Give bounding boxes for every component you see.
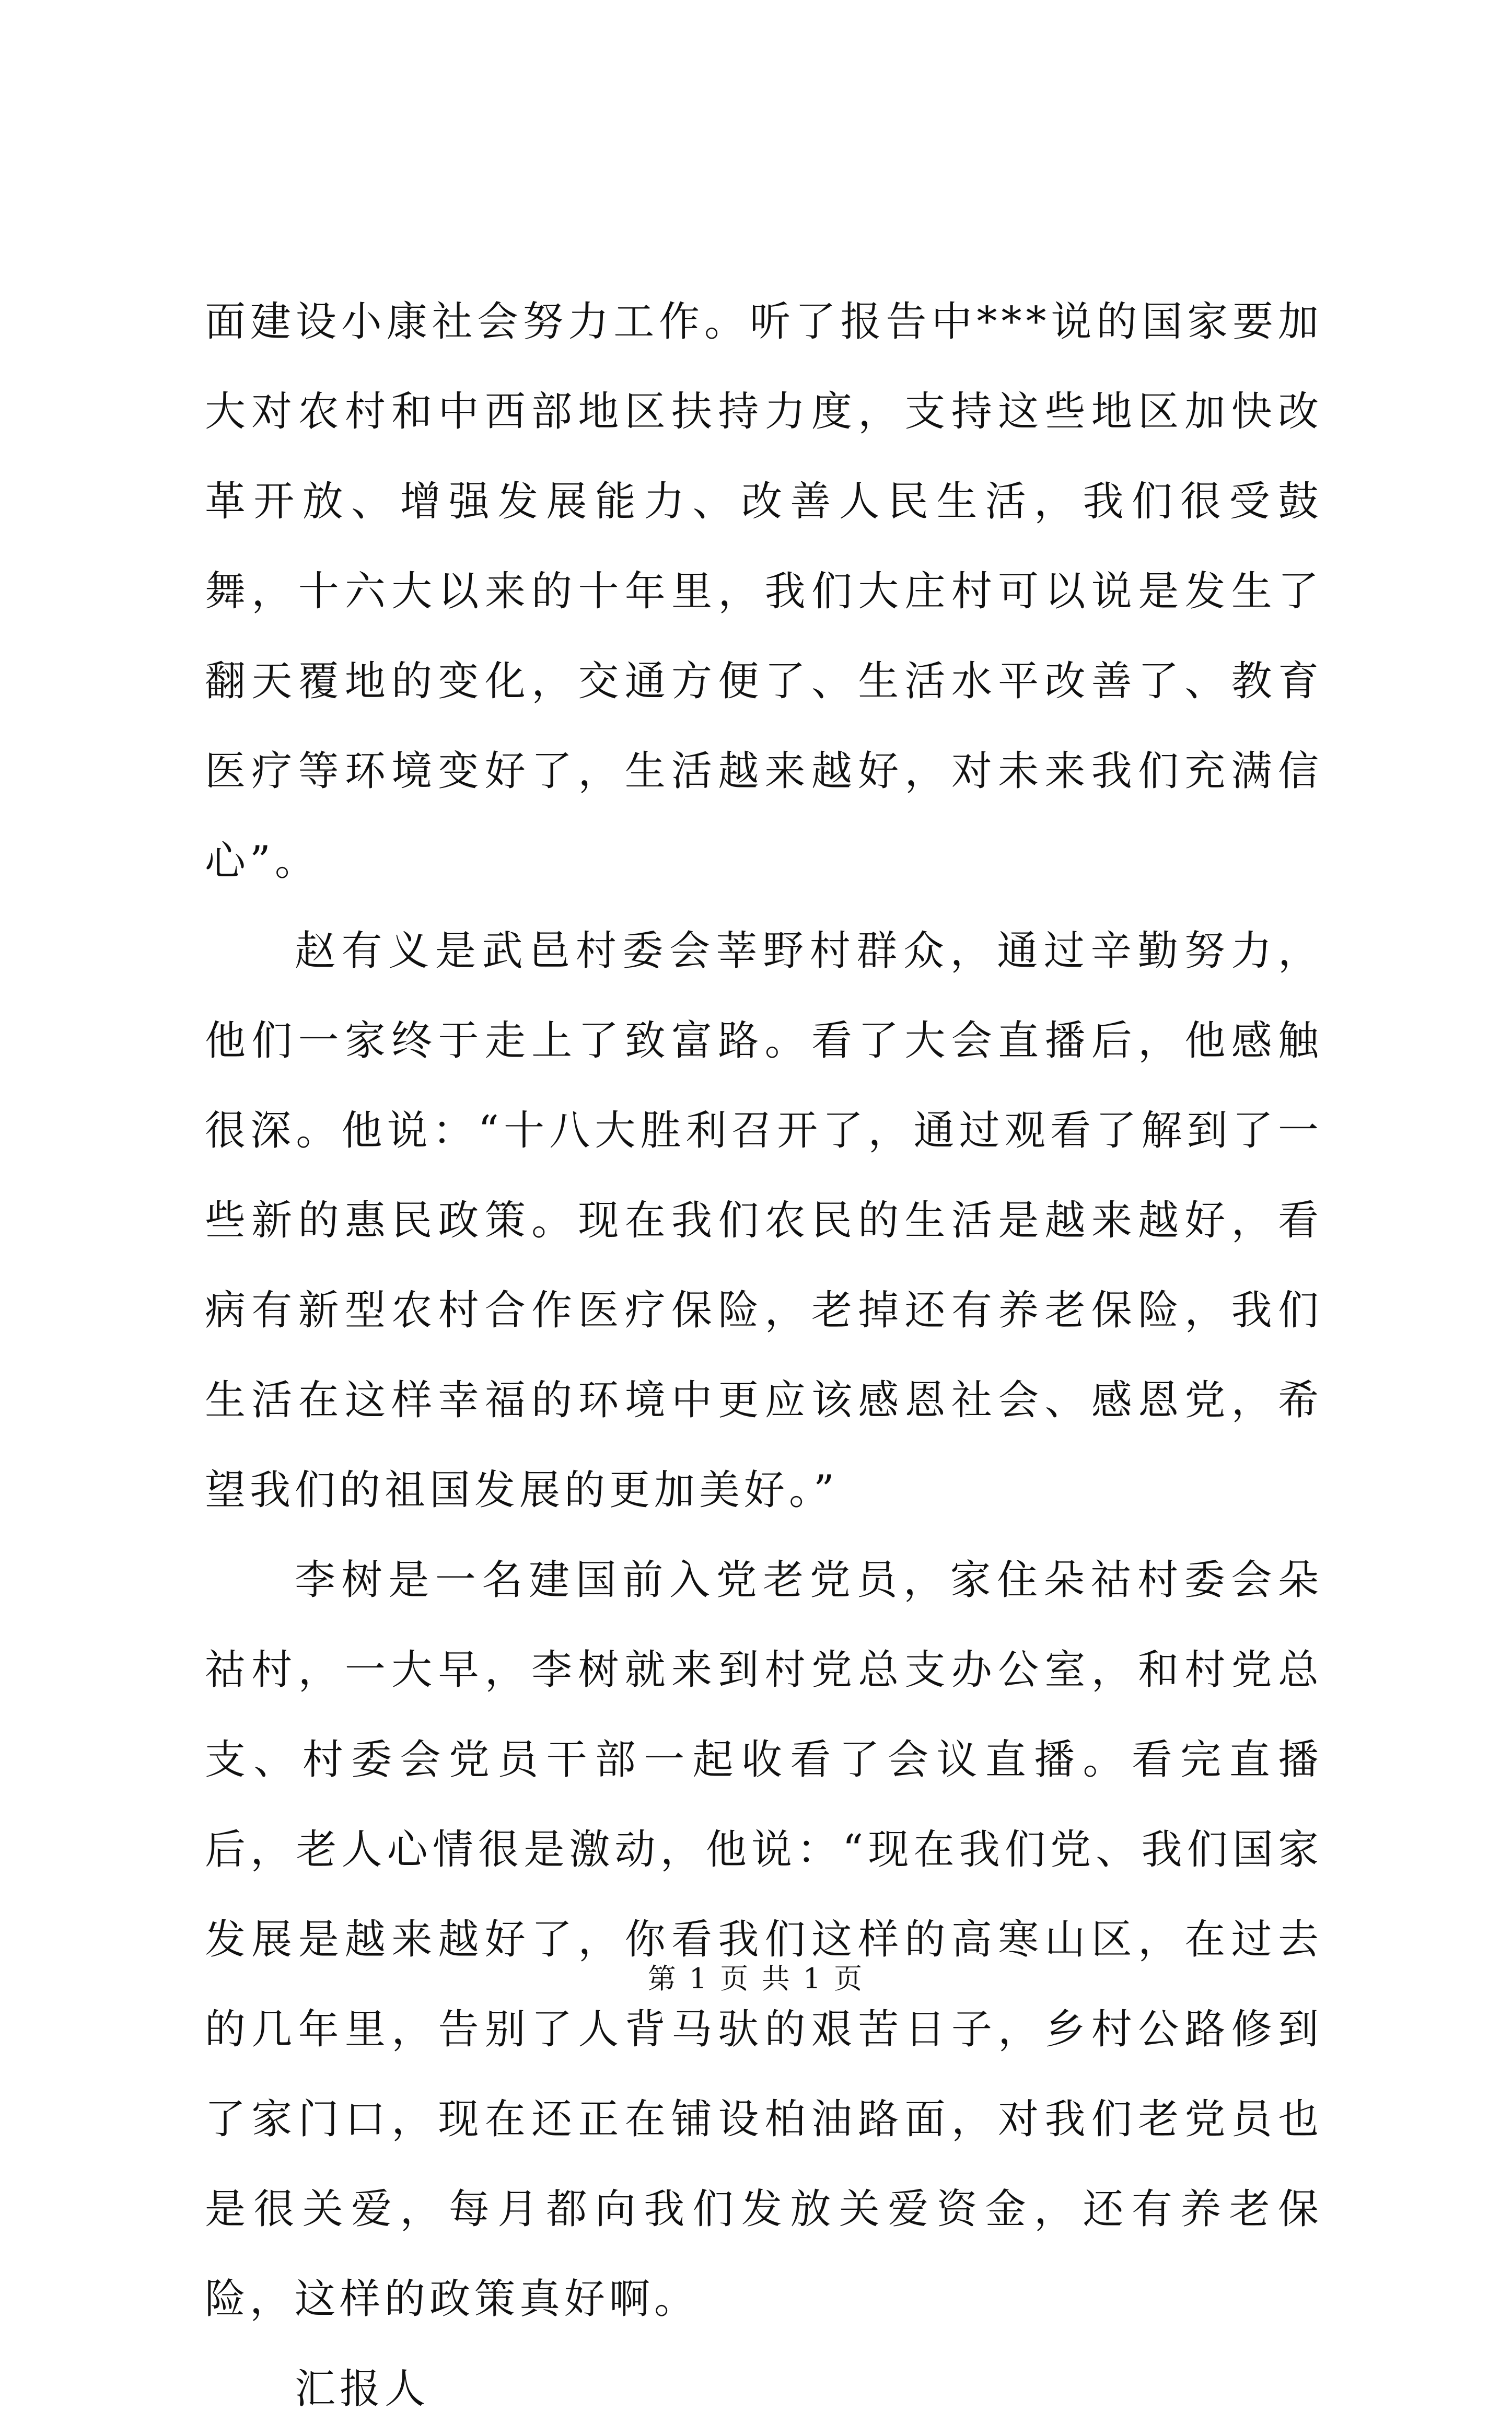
- paragraph-continuation: 面建设小康社会努力工作。听了报告中***说的国家要加大对农村和中西部地区扶持力度，支持这些地区加快改革开放、增强发展能力、改善人民生活，我们很受鼓舞，十六大以来的十年里，我们大庄村可以说是发生了翻天覆地的变化，交通方便了、生活水平改善了、教育医疗等环境变好了，生活越来越好，对未来我们充满信心”。: [205, 298, 1323, 885]
- signature-label: 汇报人: [295, 2366, 430, 2413]
- page-number-label: 第 1 页 共 1 页: [647, 1962, 865, 1995]
- paragraph-li-shu: 李树是一名建国前入党老党员，家住朵祜村委会朵祜村，一大早，李树就来到村党总支办公室，和村党总支、村委会党员干部一起收看了会议直播。看完直播后，老人心情很是激动，他说：“现在我们党、我们国家发展是越来越好了，你看我们这样的高寒山区，在过去的几年里，告别了人背马驮的艰苦日子，乡村公路修到了家门口，现在还正在铺设柏油路面，对我们老党员也是很关爱，每月都向我们发放关爱资金，还有养老保险，这样的政策真好啊。: [205, 1557, 1323, 2323]
- paragraph-zhao-youyi: 赵有义是武邑村委会莘野村群众，通过辛勤努力，他们一家终于走上了致富路。看了大会直播后，他感触很深。他说：“十八大胜利召开了，通过观看了解到了一些新的惠民政策。现在我们农民的生活是越来越好，看病有新型农村合作医疗保险，老掉还有养老保险，我们生活在这样幸福的环境中更应该感恩社会、感恩党，希望我们的祖国发展的更加美好。”: [205, 928, 1323, 1514]
- page-footer: [0, 1961, 1512, 1997]
- document-body: [205, 277, 1323, 2434]
